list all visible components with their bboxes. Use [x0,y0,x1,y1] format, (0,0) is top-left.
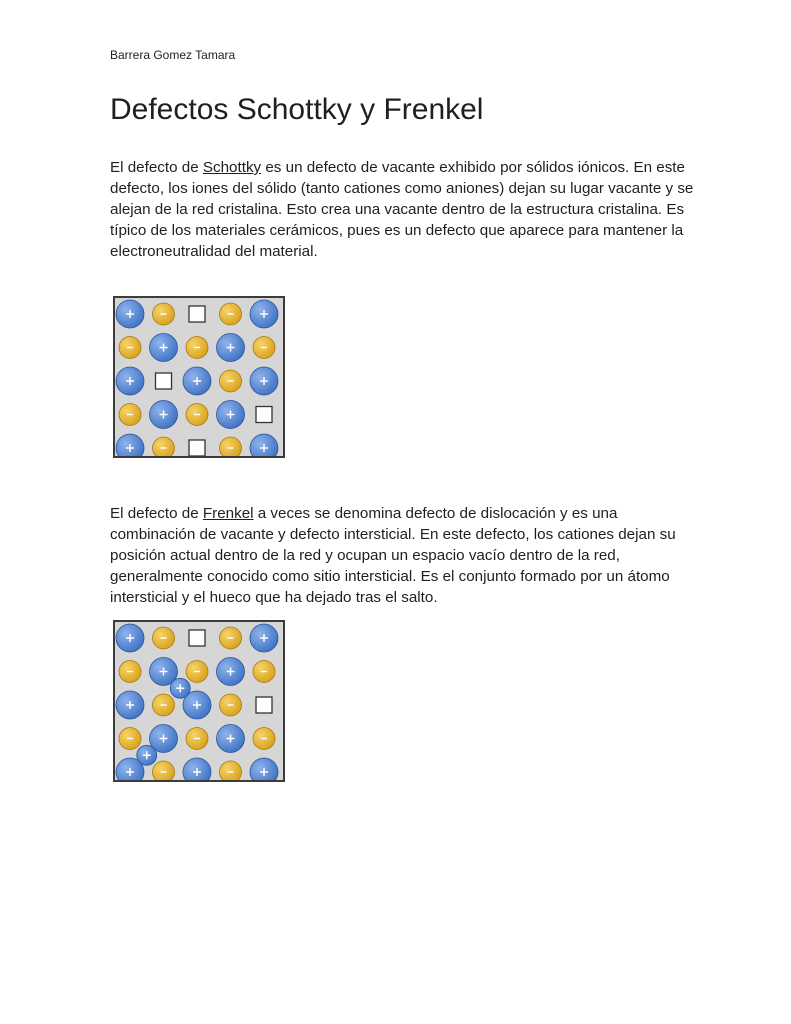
anion-ion [119,337,141,359]
cation-ion [217,334,245,362]
cation-ion [250,367,278,395]
cation-ion [116,300,144,328]
frenkel-lattice [115,622,283,780]
anion-ion [220,437,242,456]
anion-ion [119,661,141,683]
anion-ion [220,303,242,325]
cation-ion [250,434,278,456]
cation-ion [217,658,245,686]
schottky-term: Schottky [202,159,262,176]
cation-ion [150,334,178,362]
vacancy-site [156,373,172,389]
anion-ion [119,404,141,426]
anion-ion [153,627,175,649]
cation-ion [116,367,144,395]
vacancy-site [189,306,205,322]
cation-ion [217,401,245,429]
anion-ion [186,337,208,359]
cation-ion [116,624,144,652]
vacancy-site [189,630,205,646]
cation-ion [116,691,144,719]
anion-ion [220,627,242,649]
frenkel-paragraph [110,503,700,608]
anion-ion [253,728,275,750]
cation-ion [183,758,211,780]
schottky-text-after: es un defecto de vacante exhibido por sólidos iónicos. En este defecto, los iones del sólido (tanto cationes como aniones) dejan su lugar vacante y se alejan de la red cristalina. Esto crea una vacante dentro de la estructura cristalina. Es típico de los materiales cerámicos, pues es un defecto que aparece para mantener la electroneutralidad del material. [110,159,694,260]
anion-ion [253,661,275,683]
anion-ion [186,661,208,683]
anion-ion [153,694,175,716]
anion-ion [220,761,242,780]
cation-ion [183,367,211,395]
anion-ion [119,728,141,750]
anion-ion [186,404,208,426]
cation-ion [250,758,278,780]
frenkel-term: Frenkel [202,505,254,522]
vacancy-site [256,407,272,423]
schottky-lattice [115,298,283,456]
anion-ion [186,728,208,750]
anion-ion [153,761,175,780]
cation-ion [116,434,144,456]
frenkel-text-after: a veces se denomina defecto de dislocación y es una combinación de vacante y defecto intersticial. En este defecto, los cationes dejan su posición actual dentro de la red y ocupan un espacio vacío dentro de la red, generalmente conocido como sitio intersticial. Es el conjunto formado por un átomo intersticial y el hueco que ha dejado tras el salto. [110,505,676,606]
anion-ion [220,370,242,392]
cation-ion [150,401,178,429]
schottky-text-before: El defecto de [110,159,203,176]
anion-ion [153,303,175,325]
anion-ion [253,337,275,359]
cation-ion [250,300,278,328]
schottky-diagram [113,296,285,458]
interstitial-cation [170,678,190,698]
page-title: Defectos Schottky y Frenkel [110,93,484,126]
vacancy-site [189,440,205,456]
interstitial-cation [137,745,157,765]
frenkel-text-before: El defecto de [110,505,203,522]
author-name: Barrera Gomez Tamara [110,48,236,62]
cation-ion [250,624,278,652]
schottky-paragraph [110,157,700,262]
frenkel-diagram [113,620,285,782]
cation-ion [217,725,245,753]
anion-ion [220,694,242,716]
anion-ion [153,437,175,456]
vacancy-site [256,697,272,713]
